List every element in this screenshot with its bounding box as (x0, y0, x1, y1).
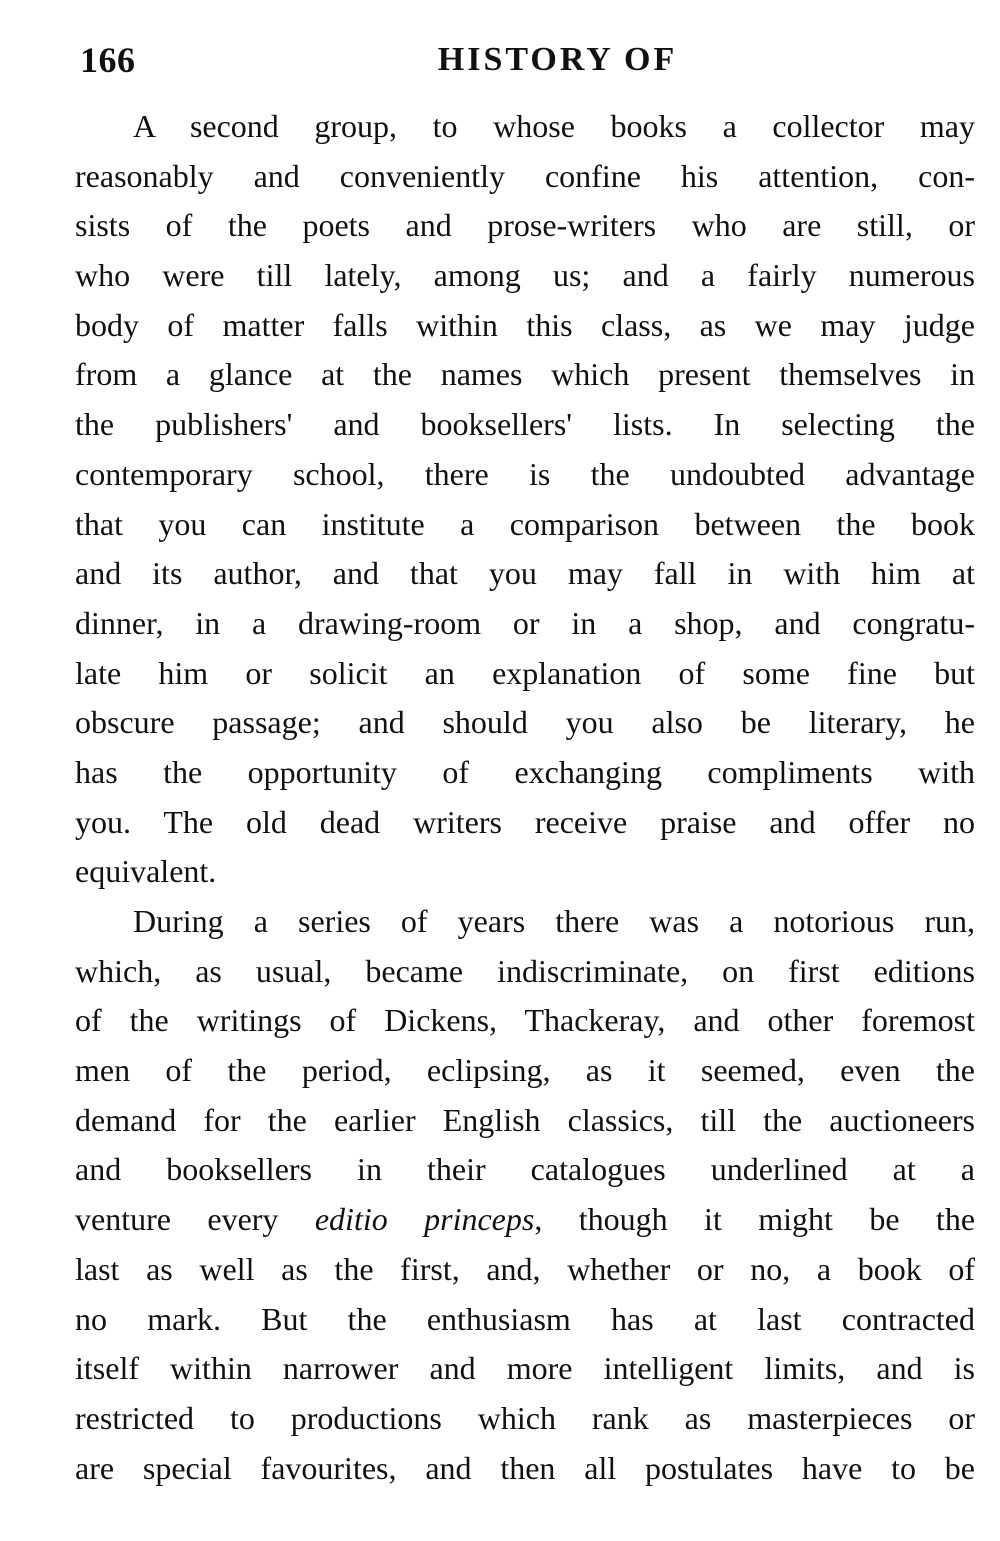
text-line: dinner, in a drawing-room or in a shop, and congratu- (75, 604, 975, 641)
text-line: itself within narrower and more intelligent limits, and is (75, 1350, 975, 1387)
text-line: from a glance at the names which present themselves in (75, 356, 975, 393)
text-line: sists of the poets and prose-writers who are still, or (75, 207, 975, 244)
text-line: last as well as the first, and, whether or no, a book of (75, 1250, 975, 1287)
text-line: that you can institute a comparison between the book (75, 505, 975, 542)
page-number: 166 (80, 40, 136, 80)
text-line: you. The old dead writers receive praise and offer no (75, 803, 975, 840)
text-line: During a series of years there was a notorious run, (133, 903, 975, 939)
text-run: venture every (75, 1201, 315, 1238)
text-line-with-italic (75, 1195, 975, 1245)
running-head: HISTORY OF (437, 41, 678, 78)
text-line: men of the period, eclipsing, as it seemed, even the (75, 1052, 975, 1089)
text-line: has the opportunity of exchanging compliments with (75, 753, 975, 790)
text-line: reasonably and conveniently confine his attention, con- (75, 157, 975, 194)
text-line: restricted to productions which rank as masterpieces or (75, 1399, 975, 1436)
text-line: which, as usual, became indiscriminate, on first editions (75, 952, 975, 989)
text-line: A second group, to whose books a collector may (133, 108, 975, 144)
italic-phrase: editio princeps (314, 1201, 535, 1238)
text-line: body of matter falls within this class, as we may judge (75, 306, 975, 343)
text-line: and its author, and that you may fall in with him at (75, 555, 975, 592)
text-line: the publishers' and booksellers' lists. In selecting the (75, 406, 975, 443)
text-line: demand for the earlier English classics, till the auctioneers (75, 1101, 975, 1138)
text-line: obscure passage; and should you also be literary, he (75, 704, 975, 741)
text-line: contemporary school, there is the undoubted advantage (75, 455, 975, 492)
text-line: who were till lately, among us; and a fairly numerous (75, 257, 975, 294)
text-line: no mark. But the enthusiasm has at last contracted (75, 1300, 975, 1337)
body-text (75, 102, 975, 1493)
text-line: are special favourites, and then all postulates have to be (75, 1449, 975, 1486)
text-line: equivalent. (75, 853, 217, 890)
text-line: of the writings of Dickens, Thackeray, and other foremost (75, 1002, 975, 1039)
text-line: and booksellers in their catalogues underlined at a (75, 1151, 975, 1188)
page-header (80, 36, 975, 86)
text-line: late him or solicit an explanation of some fine but (75, 654, 975, 691)
text-run: , though it might be the (534, 1201, 975, 1238)
